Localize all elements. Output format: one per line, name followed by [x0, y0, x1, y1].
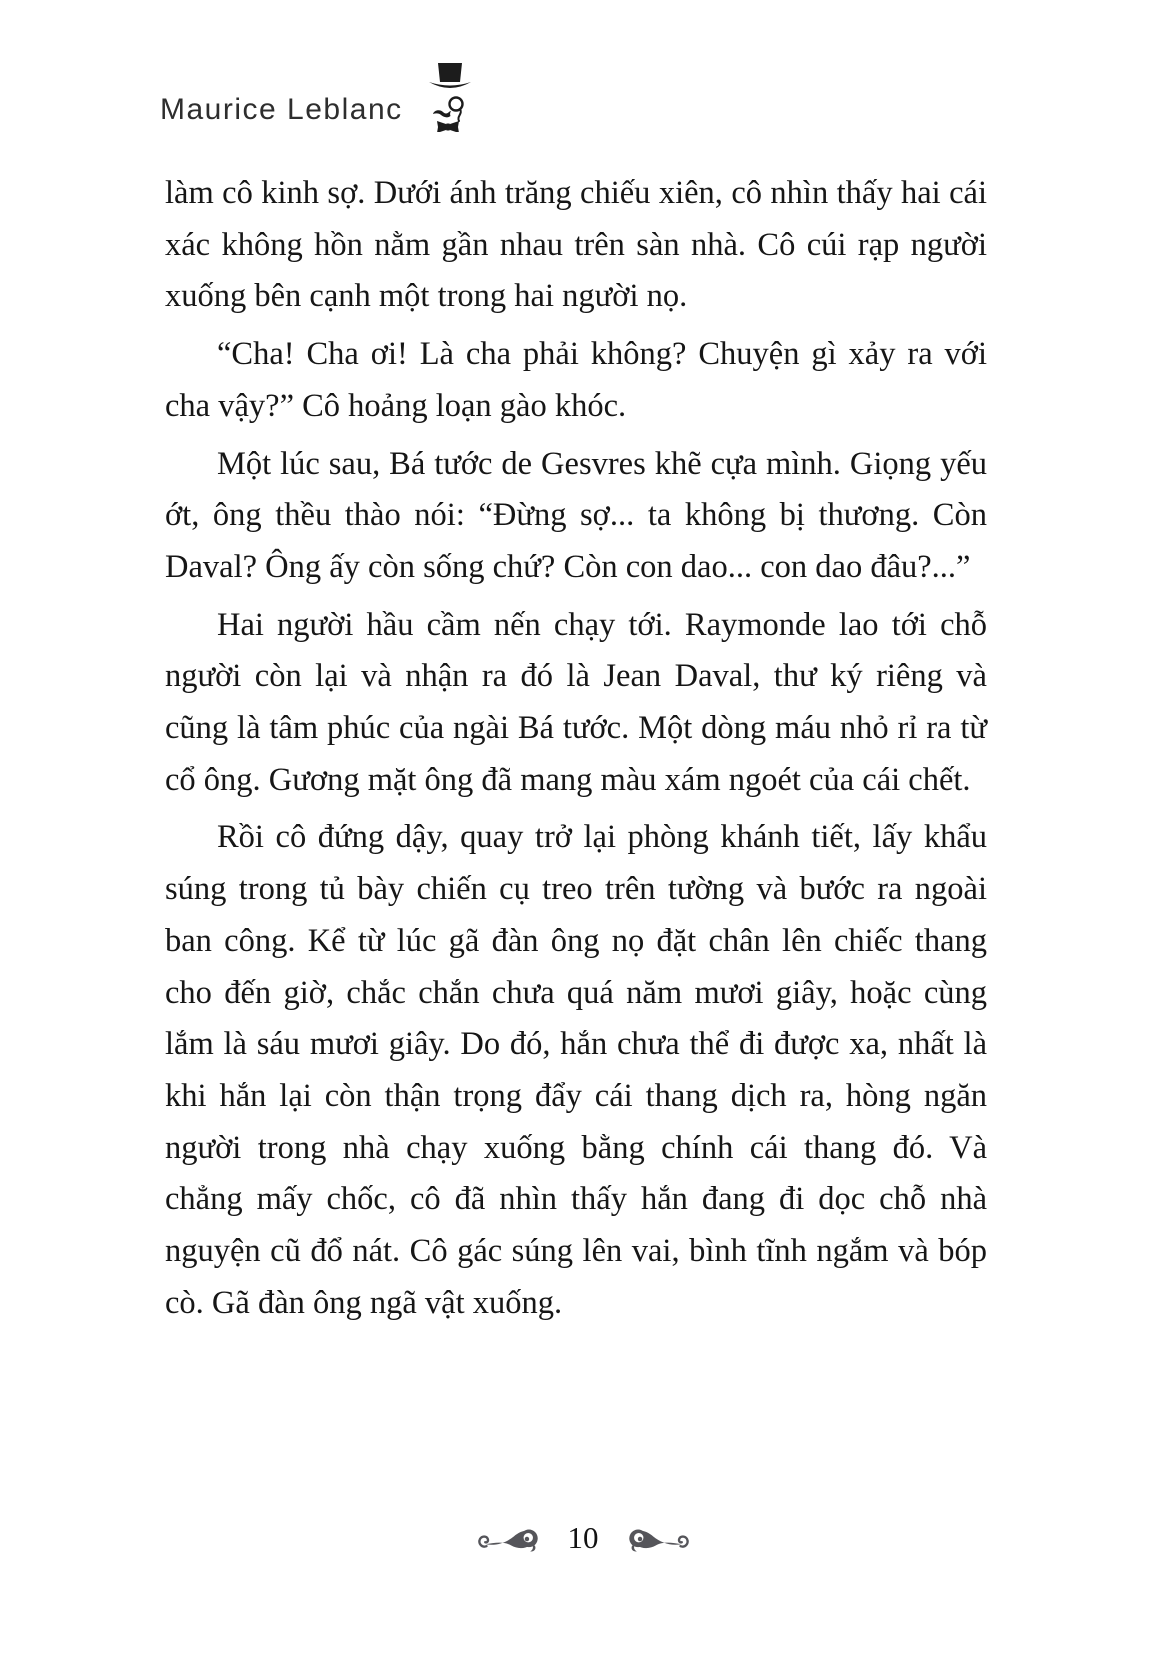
gentleman-top-hat-monocle-mustache-logo-icon: [425, 62, 475, 132]
body-paragraph: “Cha! Cha ơi! Là cha phải không? Chuyện gì xảy ra với cha vậy?” Cô hoảng loạn gào khóc.: [165, 336, 987, 424]
body-paragraph: Một lúc sau, Bá tước de Gesvres khẽ cựa mình. Giọng yếu ớt, ông thều thào nói: “Đừng sợ... ta không bị thương. Còn Daval? Ông ấy còn sống chứ? Còn con dao... con dao đâu?...”: [165, 445, 987, 585]
page-body-text: [165, 168, 987, 1335]
mustache-flourish-left-icon: [476, 1524, 544, 1554]
author-name: Maurice Leblanc: [160, 93, 403, 126]
body-paragraph: Rồi cô đứng dậy, quay trở lại phòng khánh tiết, lấy khẩu súng trong tủ bày chiến cụ treo trên tường và bước ra ngoài ban công. Kể từ lúc gã đàn ông nọ đặt chân lên chiếc thang cho đến giờ, chắc chắn chưa quá năm mươi giây, hoặc cùng lắm là sáu mươi giây. Do đó, hắn chưa thể đi được xa, nhất là khi hắn lại còn thận trọng đẩy cái thang dịch ra, hòng ngăn người trong nhà chạy xuống bằng chính cái thang đó. Và chẳng mấy chốc, cô đã nhìn thấy hắn đang đi dọc chỗ nhà nguyện cũ đổ nát. Cô gác súng lên vai, bình tĩnh ngắm và bóp cò. Gã đàn ông ngã vật xuống.: [165, 819, 987, 1321]
body-paragraph: làm cô kinh sợ. Dưới ánh trăng chiếu xiên, cô nhìn thấy hai cái xác không hồn nằm gần nhau trên sàn nhà. Cô cúi rạp người xuống bên cạnh một trong hai người nọ.: [165, 175, 987, 315]
body-paragraph: Hai người hầu cầm nến chạy tới. Raymonde lao tới chỗ người còn lại và nhận ra đó là Jean Daval, thư ký riêng và cũng là tâm phúc của ngài Bá tước. Một dòng máu nhỏ rỉ ra từ cổ ông. Gương mặt ông đã mang màu xám ngoét của cái chết.: [165, 606, 987, 798]
page-header: [160, 62, 475, 132]
page-footer: [0, 1522, 1166, 1555]
mustache-flourish-right-icon: [623, 1524, 691, 1554]
page-number: 10: [567, 1520, 599, 1555]
